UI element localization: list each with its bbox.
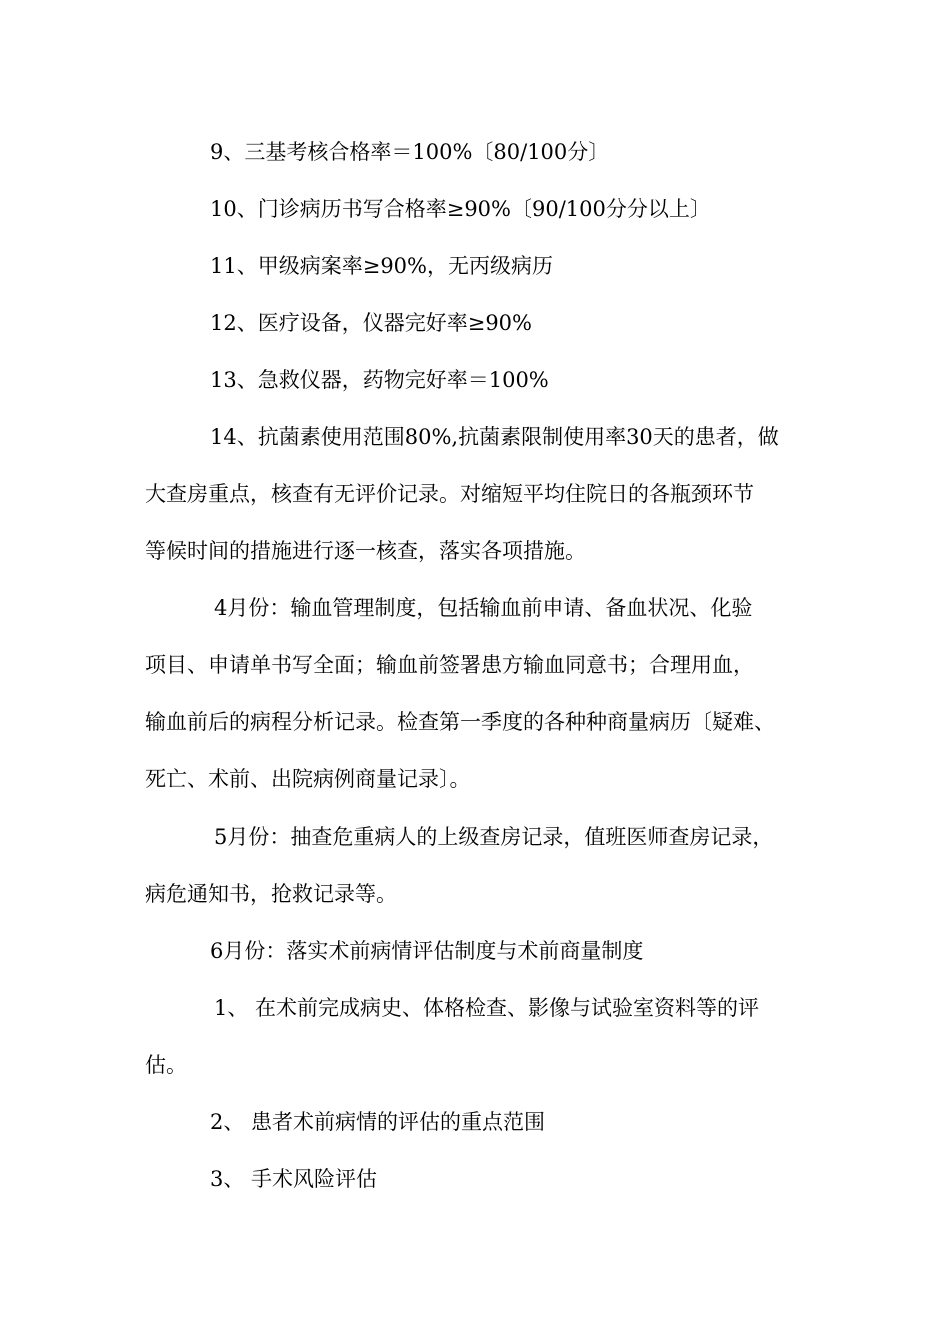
- june-item-3: 3、 手术风险评估: [210, 1167, 378, 1191]
- item-14-line-2: 大查房重点，核查有无评价记录。对缩短平均住院日的各瓶颈环节: [145, 482, 754, 506]
- item-13: 13、急救仪器，药物完好率＝100%: [210, 368, 549, 392]
- june-item-2: 2、 患者术前病情的评估的重点范围: [210, 1110, 546, 1134]
- may-paragraph-line-2: 病危通知书，抢救记录等。: [145, 882, 397, 906]
- item-10: 10、门诊病历书写合格率≥90%〔90/100分分以上〕: [210, 197, 711, 221]
- item-9: 9、三基考核合格率＝100%〔80/100分〕: [210, 140, 610, 164]
- item-14-line-3: 等候时间的措施进行逐一核查，落实各项措施。: [145, 539, 586, 563]
- june-item-1-line-1: 1、 在术前完成病史、体格检查、影像与试验室资料等的评: [214, 996, 760, 1020]
- april-paragraph-line-3: 输血前后的病程分析记录。检查第一季度的各种种商量病历〔疑难、: [145, 710, 775, 734]
- april-paragraph-line-4: 死亡、术前、出院病例商量记录〕。: [145, 767, 471, 791]
- june-heading: 6月份：落实术前病情评估制度与术前商量制度: [210, 939, 644, 963]
- april-paragraph-line-1: 4月份：输血管理制度，包括输血前申请、备血状况、化验: [214, 596, 753, 620]
- june-item-1-line-2: 估。: [145, 1053, 187, 1077]
- may-paragraph-line-1: 5月份：抽查危重病人的上级查房记录，值班医师查房记录，: [214, 825, 774, 849]
- item-14-line-1: 14、抗菌素使用范围80%,抗菌素限制使用率30天的患者，做: [210, 425, 779, 449]
- april-paragraph-line-2: 项目、申请单书写全面；输血前签署患方输血同意书；合理用血，: [145, 653, 754, 677]
- item-12: 12、医疗设备，仪器完好率≥90%: [210, 311, 532, 335]
- item-11: 11、甲级病案率≥90%，无丙级病历: [210, 254, 553, 278]
